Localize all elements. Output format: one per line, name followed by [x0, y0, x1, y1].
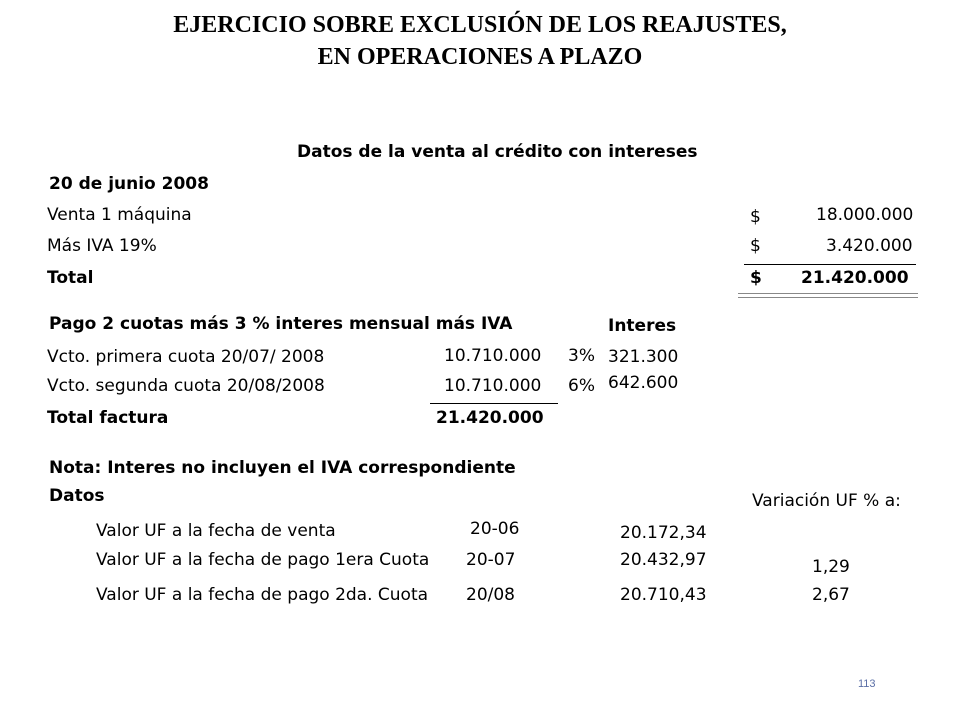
- sale-total-double-rule-2: [738, 297, 918, 298]
- uf-row-1-label: Valor UF a la fecha de venta: [96, 521, 336, 541]
- page-title-line2: EN OPERACIONES A PLAZO: [317, 44, 643, 70]
- uf-row-1-date: 20-06: [470, 519, 520, 539]
- page-title-line1: EJERCICIO SOBRE EXCLUSIÓN DE LOS REAJUSTES,: [173, 12, 787, 38]
- sale-total-double-rule-1: [738, 293, 918, 294]
- uf-row-3-date: 20/08: [466, 585, 515, 605]
- uf-row-2-variation: 1,29: [812, 557, 850, 577]
- uf-row-2-value: 20.432,97: [620, 550, 707, 570]
- payment-1-interest: 321.300: [608, 347, 679, 367]
- sale-heading: Datos de la venta al crédito con intereses: [297, 142, 698, 162]
- payment-1-rate: 3%: [568, 346, 595, 366]
- sale-iva-amount: 3.420.000: [826, 236, 913, 256]
- sale-total-label: Total: [47, 268, 94, 288]
- sale-item-label: Venta 1 máquina: [47, 205, 192, 225]
- payments-subtotal-rule: [430, 403, 558, 404]
- uf-row-3-label: Valor UF a la fecha de pago 2da. Cuota: [96, 585, 429, 605]
- payments-total-amount: 21.420.000: [436, 408, 544, 428]
- sale-item-amount: 18.000.000: [816, 205, 914, 225]
- note-text: Nota: Interes no incluyen el IVA correspondiente: [49, 458, 516, 478]
- payment-2-interest: 642.600: [608, 373, 679, 393]
- payments-total-label: Total factura: [47, 408, 169, 428]
- payment-1-amount: 10.710.000: [444, 346, 542, 366]
- sale-total-amount: 21.420.000: [801, 268, 909, 288]
- uf-row-2-label: Valor UF a la fecha de pago 1era Cuota: [96, 550, 430, 570]
- uf-heading: Datos: [49, 486, 105, 506]
- uf-row-2-date: 20-07: [466, 550, 516, 570]
- sale-iva-currency: $: [750, 236, 761, 256]
- sale-item-currency: $: [750, 207, 761, 227]
- sale-iva-label: Más IVA 19%: [47, 236, 157, 256]
- payment-2-label: Vcto. segunda cuota 20/08/2008: [47, 376, 325, 396]
- payment-1-label: Vcto. primera cuota 20/07/ 2008: [47, 347, 325, 367]
- uf-row-3-value: 20.710,43: [620, 585, 707, 605]
- sale-date: 20 de junio 2008: [49, 174, 209, 194]
- payment-2-amount: 10.710.000: [444, 376, 542, 396]
- payments-heading: Pago 2 cuotas más 3 % interes mensual más IVA: [49, 314, 513, 334]
- interest-header: Interes: [608, 316, 677, 336]
- page-number: 113: [858, 678, 876, 690]
- uf-row-1-value: 20.172,34: [620, 523, 707, 543]
- uf-row-3-variation: 2,67: [812, 585, 850, 605]
- payment-2-rate: 6%: [568, 376, 595, 396]
- uf-variation-header: Variación UF % a:: [752, 491, 901, 511]
- sale-subtotal-rule: [744, 264, 916, 265]
- sale-total-currency: $: [750, 268, 762, 288]
